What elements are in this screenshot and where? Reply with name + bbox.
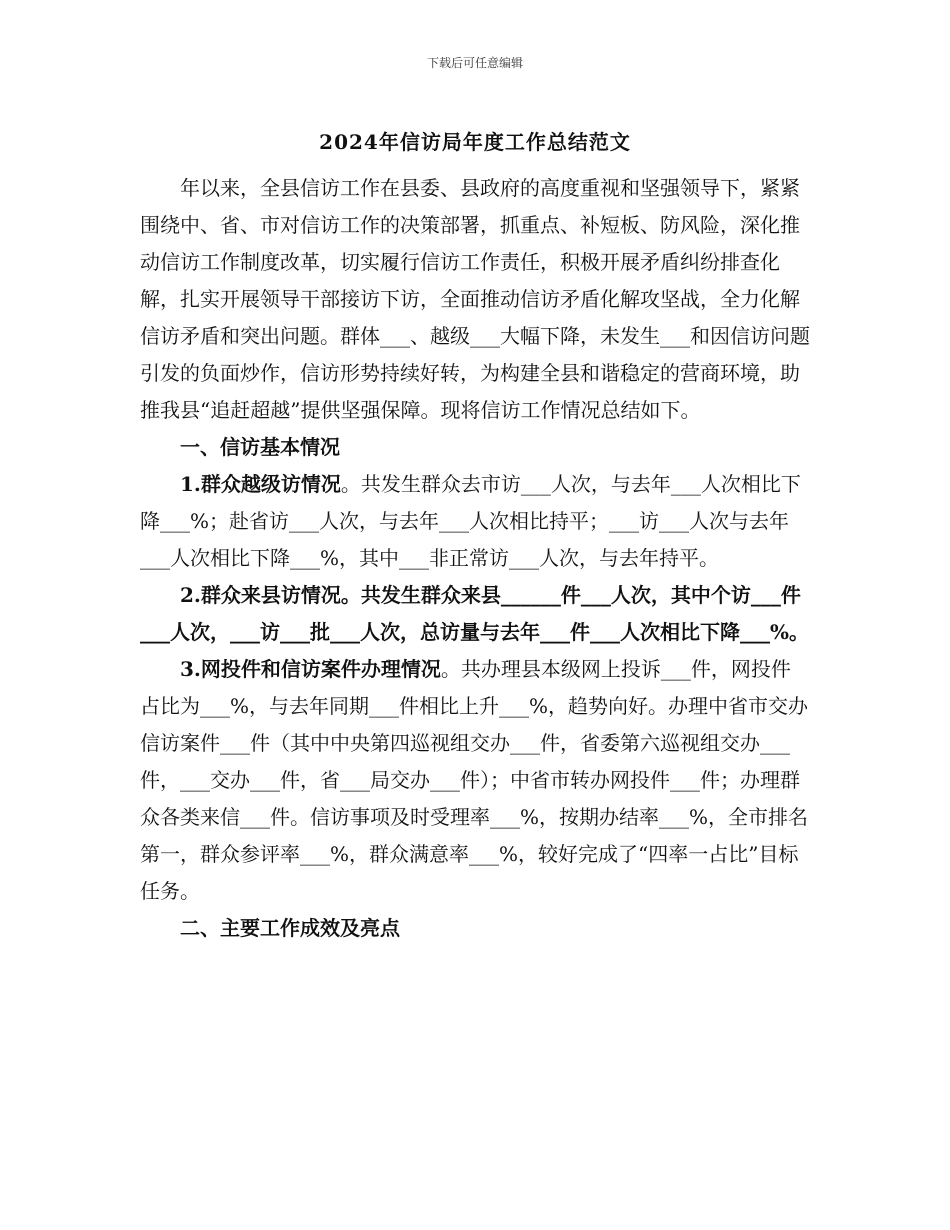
item-3-label: 3.网投件和信访案件办理情况 [180,657,441,681]
item-1-paragraph [140,466,810,577]
item-1-label: 1.群众越级访情况 [180,472,341,496]
section-heading-results: 二、主要工作成效及亮点 [180,916,400,940]
header-note: 下载后可任意编辑 [426,56,523,70]
item-2-paragraph: 2.群众来县访情况。共发生群众来县______件___人次，其中个访___件___人次，___访___批___人次，总访量与去年___件___人次相比下降___%。 [140,583,810,644]
item-3-text: 。共办理县本级网上投诉___件，网投件占比为___%，与去年同期___件相比上升___%，趋势向好。办理中省市交办信访案件___件（其中中央第四巡视组交办___件，省委第六巡视组交办___件，___交办___件，省___局交办___件）；中省市转办网投件___件；办理群众各类来信___件。信访事项及时受理率___%，按期办结率___%，全市排名第一，群众参评率___%，群众满意率___%，较好完成了“四率一占比”目标任务。 [140,657,809,903]
section-heading-basic: 一、信访基本情况 [180,435,340,459]
item-3-paragraph [140,651,810,910]
document-body [140,170,810,947]
document-title: 2024年信访局年度工作总结范文 [319,130,631,154]
item-1-text: 。共发生群众去市访___人次，与去年___人次相比下降___%；赴省访___人次，与去年___人次相比持平；___访___人次与去年___人次相比下降___%，其中___非正常访___人次，与去年持平。 [140,472,801,570]
intro-paragraph: 年以来，全县信访工作在县委、县政府的高度重视和坚强领导下，紧紧围绕中、省、市对信访工作的决策部署，抓重点、补短板、防风险，深化推动信访工作制度改革，切实履行信访工作责任，积极开展矛盾纠纷排查化解，扎实开展领导干部接访下访，全面推动信访矛盾化解攻坚战，全力化解信访矛盾和突出问题。群体___、越级___大幅下降，未发生___和因信访问题引发的负面炒作，信访形势持续好转，为构建全县和谐稳定的营商环境，助推我县“追赶超越”提供坚强保障。现将信访工作情况总结如下。 [140,176,810,422]
